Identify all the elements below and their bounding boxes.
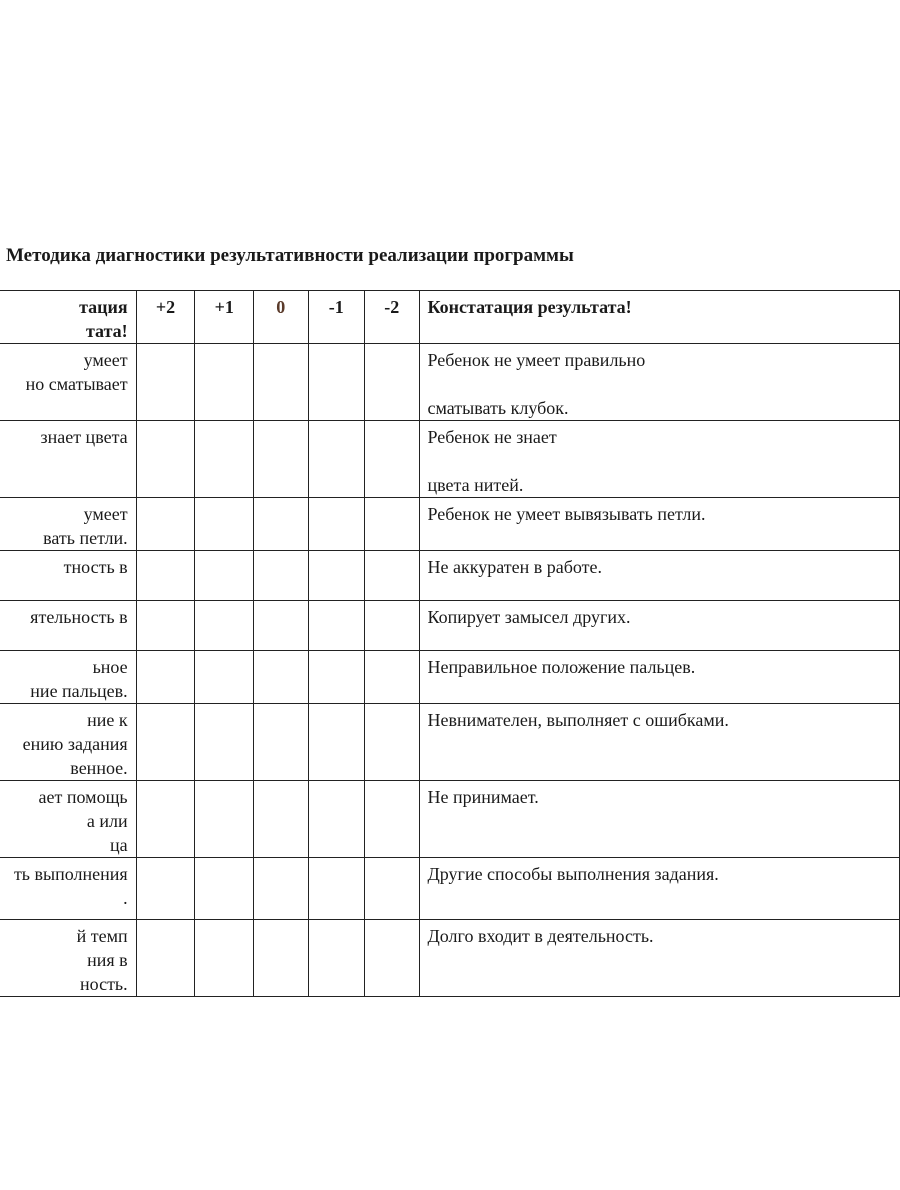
score-cell: [195, 704, 254, 781]
table-row: [0, 601, 900, 651]
table-row: [0, 704, 900, 781]
header-score-plus2: +2: [136, 291, 195, 344]
score-cell: [136, 421, 195, 498]
score-cell: [308, 651, 365, 704]
table-row: [0, 920, 900, 997]
score-cell: [365, 421, 419, 498]
score-cell: [254, 781, 308, 858]
score-cell: [308, 421, 365, 498]
score-cell: [195, 781, 254, 858]
score-cell: [365, 498, 419, 551]
result-cell: [419, 421, 899, 498]
score-cell: [308, 858, 365, 920]
score-cell: [254, 551, 308, 601]
result-cell: [419, 498, 899, 551]
criterion-text: ает помощь а или ца: [38, 787, 128, 855]
criterion-cell: [0, 551, 136, 601]
result-cell: [419, 704, 899, 781]
score-cell: [308, 344, 365, 421]
score-cell: [136, 651, 195, 704]
table-row: [0, 498, 900, 551]
score-cell: [254, 651, 308, 704]
header-score-minus2: -2: [365, 291, 419, 344]
result-text: Копирует замысел других.: [427, 607, 631, 627]
score-cell: [195, 498, 254, 551]
table-row: [0, 781, 900, 858]
score-cell: [308, 920, 365, 997]
criterion-text: тность в: [63, 557, 128, 577]
result-text: Долго входит в деятельность.: [427, 926, 654, 946]
score-cell: [136, 601, 195, 651]
result-cell: [419, 781, 899, 858]
table-row: [0, 651, 900, 704]
score-cell: [195, 344, 254, 421]
score-cell: [308, 601, 365, 651]
criterion-cell: [0, 421, 136, 498]
page-title: Методика диагностики результативности реализации программы: [6, 245, 574, 266]
score-cell: [308, 704, 365, 781]
score-cell: [254, 421, 308, 498]
result-text: Неправильное положение пальцев.: [427, 657, 696, 677]
result-text: Не аккуратен в работе.: [427, 557, 603, 577]
criterion-cell: [0, 651, 136, 704]
score-cell: [365, 781, 419, 858]
criterion-cell: [0, 498, 136, 551]
score-cell: [136, 551, 195, 601]
score-cell: [136, 704, 195, 781]
criterion-cell: [0, 601, 136, 651]
table-row: [0, 344, 900, 421]
result-text: Другие способы выполнения задания.: [427, 864, 719, 884]
criterion-text: й темп ния в ность.: [76, 926, 128, 994]
score-cell: [365, 601, 419, 651]
criterion-text: умеет но сматывает: [25, 350, 128, 394]
score-cell: [254, 344, 308, 421]
result-cell: [419, 651, 899, 704]
result-text: Невнимателен, выполняет с ошибками.: [427, 710, 729, 730]
score-cell: [308, 551, 365, 601]
score-cell: [195, 551, 254, 601]
score-cell: [254, 704, 308, 781]
score-cell: [136, 920, 195, 997]
score-cell: [365, 344, 419, 421]
criterion-text: знает цвета: [40, 427, 128, 447]
score-cell: [195, 858, 254, 920]
score-cell: [195, 421, 254, 498]
header-criterion-text: тация тата!: [79, 297, 128, 341]
criterion-text: умеет вать петли.: [43, 504, 128, 548]
header-row: [0, 291, 900, 344]
score-cell: [254, 858, 308, 920]
score-cell: [136, 344, 195, 421]
header-criterion: [0, 291, 136, 344]
score-cell: [254, 601, 308, 651]
result-cell: [419, 551, 899, 601]
criterion-text: ятельность в: [30, 607, 128, 627]
score-cell: [308, 781, 365, 858]
header-score-zero: 0: [254, 291, 308, 344]
score-cell: [136, 781, 195, 858]
criterion-cell: [0, 781, 136, 858]
score-cell: [136, 858, 195, 920]
criterion-cell: [0, 858, 136, 920]
criterion-text: ьное ние пальцев.: [30, 657, 128, 701]
result-text: Ребенок не знает цвета нитей.: [427, 427, 557, 495]
score-cell: [365, 920, 419, 997]
score-cell: [136, 498, 195, 551]
result-cell: [419, 344, 899, 421]
score-cell: [365, 651, 419, 704]
score-cell: [195, 601, 254, 651]
criterion-text: ние к ению задания венное.: [22, 710, 128, 778]
score-cell: [195, 920, 254, 997]
criterion-cell: [0, 704, 136, 781]
score-cell: [365, 704, 419, 781]
table-row: [0, 551, 900, 601]
criterion-cell: [0, 920, 136, 997]
diagnostics-table-wrapper: [0, 290, 828, 994]
result-cell: [419, 858, 899, 920]
header-score-plus1: +1: [195, 291, 254, 344]
result-cell: [419, 601, 899, 651]
table-row: [0, 421, 900, 498]
table-row: [0, 858, 900, 920]
header-score-minus1: -1: [308, 291, 365, 344]
score-cell: [365, 551, 419, 601]
score-cell: [365, 858, 419, 920]
result-text: Ребенок не умеет правильно сматывать клубок.: [427, 350, 646, 418]
score-cell: [195, 651, 254, 704]
header-result: Констатация результата!: [419, 291, 899, 344]
result-text: Не принимает.: [427, 787, 539, 807]
score-cell: [308, 498, 365, 551]
score-cell: [254, 920, 308, 997]
result-text: Ребенок не умеет вывязывать петли.: [427, 504, 706, 524]
criterion-cell: [0, 344, 136, 421]
criterion-text: ть выполнения .: [13, 864, 128, 908]
diagnostics-table: [0, 290, 900, 997]
score-cell: [254, 498, 308, 551]
result-cell: [419, 920, 899, 997]
